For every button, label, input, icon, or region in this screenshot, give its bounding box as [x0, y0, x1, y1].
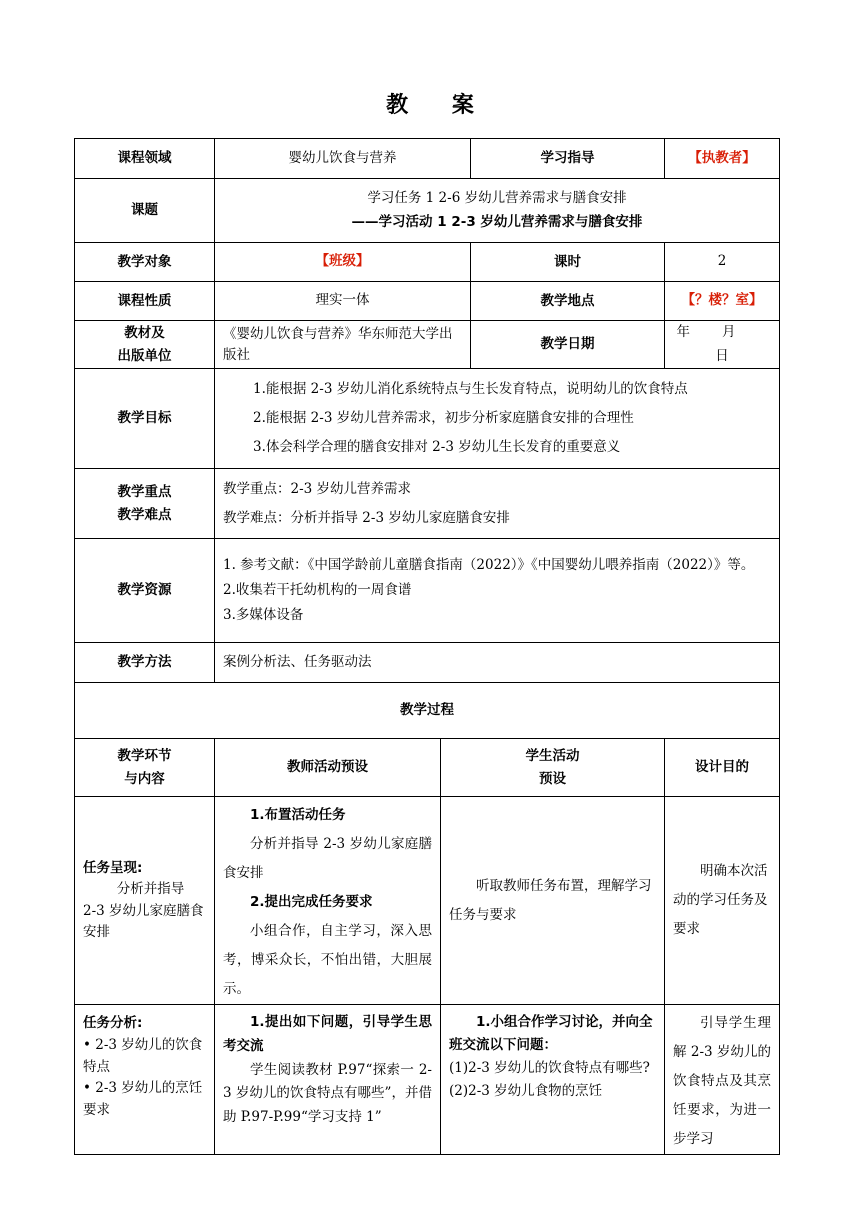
location-label: 教学地点 — [471, 282, 665, 321]
student-step-title: 1.小组合作学习讨论，并向全班交流以下问题： — [449, 1014, 653, 1054]
purpose-cell: 明确本次活动的学习任务及要求 — [665, 797, 780, 1005]
teacher-step-text: 小组合作，自主学习，深入思考，博采众长，不怕出错，大胆展示。 — [223, 923, 432, 998]
course-field-value: 婴幼儿饮食与营养 — [215, 139, 471, 179]
resources-label: 教学资源 — [75, 539, 215, 643]
date-day: 日 — [715, 347, 729, 364]
stage-text: 分析并指导 — [116, 881, 185, 898]
key-point: 教学重点：2-3 岁幼儿营养需求 — [223, 480, 412, 497]
process-row-task-analysis — [75, 1005, 780, 1155]
row-course-field — [75, 139, 780, 179]
goal-item: 2.能根据 2-3 岁幼儿营养需求，初步分析家庭膳食安排的合理性 — [253, 410, 634, 427]
textbook-value: 《婴幼儿饮食与营养》华东师范大学出版社 — [215, 321, 471, 369]
difficult-point: 教学难点：分析并指导 2-3 岁幼儿家庭膳食安排 — [223, 509, 510, 526]
topic-line-2: ——学习活动 1 2-3 岁幼儿营养需求与膳食安排 — [351, 213, 643, 230]
stage-title: 任务呈现: — [83, 859, 143, 876]
student-question: (2)2-3 岁幼儿食物的烹饪 — [449, 1083, 603, 1100]
row-methods — [75, 643, 780, 683]
process-row-task-presentation — [75, 797, 780, 1005]
teacher-step-title: 2.提出完成任务要求 — [250, 894, 373, 911]
audience-value: 【班级】 — [215, 243, 471, 282]
teacher-step-text: 学生阅读教材 P.97“探索一 2-3 岁幼儿的饮食特点有哪些”，并借助 P.97-P.99“学习支持 1” — [223, 1061, 432, 1125]
stage-text: 2-3 岁幼儿家庭膳食安排 — [83, 902, 204, 941]
row-nature — [75, 282, 780, 321]
guidance-label: 学习指导 — [471, 139, 665, 179]
student-question: (1)2-3 岁幼儿的饮食特点有哪些? — [449, 1060, 650, 1077]
process-heading: 教学过程 — [75, 683, 780, 739]
textbook-label: 教材及 出版单位 — [75, 321, 215, 369]
key-points-content — [215, 469, 780, 539]
topic-line-1: 学习任务 1 2-6 岁幼儿营养需求与膳食安排 — [367, 189, 627, 206]
row-topic — [75, 179, 780, 243]
topic-value — [215, 179, 780, 243]
goals-label: 教学目标 — [75, 369, 215, 469]
row-audience — [75, 243, 780, 282]
audience-label: 教学对象 — [75, 243, 215, 282]
row-resources — [75, 539, 780, 643]
stage-cell — [75, 1005, 215, 1155]
lesson-plan-table — [74, 138, 780, 1155]
date-month: 月 — [722, 324, 736, 340]
course-field-label: 课程领域 — [75, 139, 215, 179]
date-year: 年 — [676, 324, 690, 340]
teacher-cell — [215, 797, 441, 1005]
date-label: 教学日期 — [471, 321, 665, 369]
hours-label: 课时 — [471, 243, 665, 282]
methods-label: 教学方法 — [75, 643, 215, 683]
methods-value: 案例分析法、任务驱动法 — [215, 643, 780, 683]
goal-item: 1.能根据 2-3 岁幼儿消化系统特点与生长发育特点，说明幼儿的饮食特点 — [253, 381, 688, 398]
resource-item: 2.收集若干托幼机构的一周食谱 — [223, 582, 412, 599]
col-stage-header: 教学环节 与内容 — [75, 739, 215, 797]
teacher-cell — [215, 1005, 441, 1155]
row-process-heading — [75, 683, 780, 739]
date-value — [665, 321, 780, 369]
location-value: 【？楼？室】 — [665, 282, 780, 321]
goals-list — [215, 369, 780, 469]
col-teacher-header: 教师活动预设 — [215, 739, 441, 797]
stage-title: 任务分析: — [83, 1015, 143, 1032]
stage-item: • 2-3 岁幼儿的饮食特点 — [83, 1036, 203, 1075]
hours-value: 2 — [665, 243, 780, 282]
stage-cell — [75, 797, 215, 1005]
student-cell — [441, 1005, 665, 1155]
teacher-step-title: 1.提出如下问题，引导学生思考交流 — [223, 1014, 432, 1054]
row-key-points — [75, 469, 780, 539]
teacher-step-title: 1.布置活动任务 — [250, 807, 346, 824]
row-goals — [75, 369, 780, 469]
purpose-cell: 引导学生理解 2-3 岁幼儿的饮食特点及其烹饪要求，为进一步学习 — [665, 1005, 780, 1155]
row-process-columns — [75, 739, 780, 797]
goal-item: 3.体会科学合理的膳食安排对 2-3 岁幼儿生长发育的重要意义 — [253, 439, 621, 456]
document-title: 教 案 — [386, 93, 492, 118]
guidance-value: 【执教者】 — [665, 139, 780, 179]
resources-list — [215, 539, 780, 643]
teacher-step-text: 分析并指导 2-3 岁幼儿家庭膳食安排 — [223, 836, 432, 882]
topic-label: 课题 — [75, 179, 215, 243]
col-student-header: 学生活动 预设 — [441, 739, 665, 797]
key-points-label: 教学重点 教学难点 — [75, 469, 215, 539]
resource-item: 3.多媒体设备 — [223, 607, 304, 624]
stage-item: • 2-3 岁幼儿的烹饪要求 — [83, 1080, 203, 1118]
resource-item: 1. 参考文献：《中国学龄前儿童膳食指南（2022）》《中国婴幼儿喂养指南（2022）》等。 — [223, 557, 755, 574]
student-cell: 听取教师任务布置，理解学习任务与要求 — [441, 797, 665, 1005]
col-purpose-header: 设计目的 — [665, 739, 780, 797]
nature-value: 理实一体 — [215, 282, 471, 321]
nature-label: 课程性质 — [75, 282, 215, 321]
row-textbook — [75, 321, 780, 369]
